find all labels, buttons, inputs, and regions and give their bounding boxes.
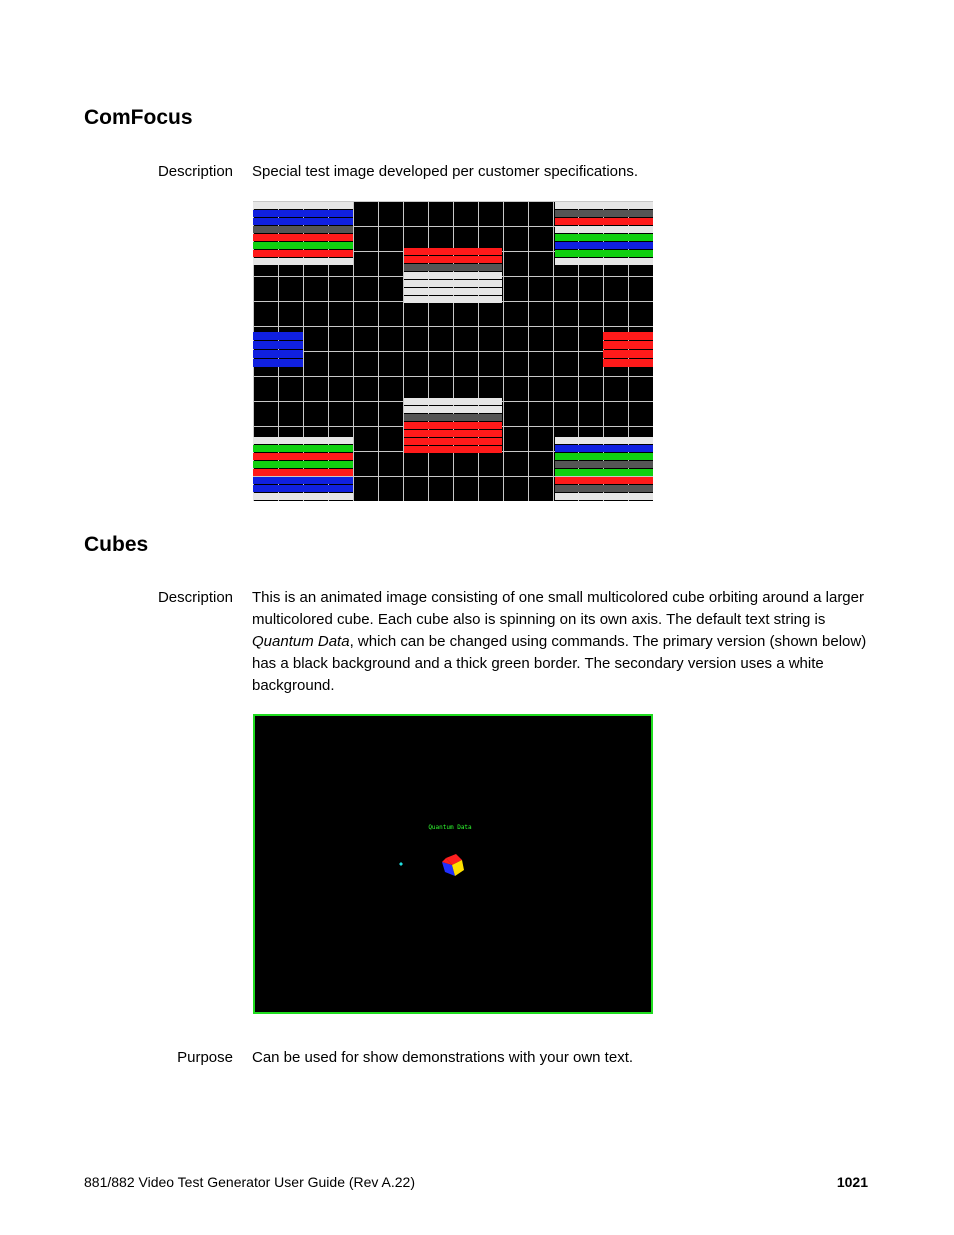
cubes-pattern — [255, 716, 651, 1012]
cubes-description-emphasis: Quantum Data — [252, 633, 350, 650]
color-block-left-blue — [253, 350, 303, 358]
color-block-top-left — [253, 250, 353, 257]
color-block-center-bottom — [404, 398, 502, 405]
color-block-bottom-right — [555, 493, 653, 500]
footer-document-title: 881/882 Video Test Generator User Guide (Rev A.22) — [84, 1174, 416, 1190]
color-block-bottom-left — [253, 461, 353, 468]
cubes-purpose-label: Purpose — [177, 1049, 233, 1066]
color-block-center-top — [404, 296, 502, 303]
cubes-figure-text: Quantum Data — [428, 824, 472, 831]
color-block-top-left — [253, 258, 353, 265]
color-block-center-top — [404, 280, 502, 287]
color-block-top-right — [555, 218, 653, 225]
color-block-top-left — [253, 234, 353, 241]
color-block-top-right — [555, 210, 653, 217]
color-block-bottom-left — [253, 469, 353, 476]
comfocus-pattern — [253, 201, 653, 501]
cubes-test-image — [253, 714, 653, 1014]
color-block-top-right — [555, 258, 653, 265]
color-block-left-blue — [253, 359, 303, 367]
large-cube — [442, 854, 464, 876]
color-block-bottom-right — [555, 477, 653, 484]
color-block-bottom-right — [555, 461, 653, 468]
color-block-top-left — [253, 202, 353, 209]
color-block-top-right — [555, 202, 653, 209]
color-block-bottom-left — [253, 477, 353, 484]
color-block-right-red — [603, 359, 653, 367]
color-block-center-bottom — [404, 414, 502, 421]
color-block-top-right — [555, 242, 653, 249]
color-block-right-red — [603, 341, 653, 349]
color-block-center-top — [404, 272, 502, 279]
cubes-description-part-2: , which can be changed using commands. The primary version (shown below) has a black background and a thick green border. The secondary version uses a white background. — [252, 633, 867, 694]
color-block-bottom-left — [253, 445, 353, 452]
cubes-description-label: Description — [157, 589, 233, 606]
color-block-center-bottom — [404, 438, 502, 445]
color-block-top-left — [253, 242, 353, 249]
color-block-left-blue — [253, 332, 303, 340]
color-block-left-blue — [253, 341, 303, 349]
cubes-description-text — [252, 587, 867, 697]
color-block-center-top — [404, 288, 502, 295]
color-block-center-bottom — [404, 406, 502, 413]
color-block-bottom-right — [555, 453, 653, 460]
color-block-center-bottom — [404, 430, 502, 437]
color-block-bottom-right — [555, 437, 653, 444]
section-title-comfocus: ComFocus — [84, 106, 193, 129]
color-block-bottom-right — [555, 485, 653, 492]
color-block-center-bottom — [404, 446, 502, 453]
comfocus-description-label: Description — [157, 163, 233, 180]
color-block-bottom-left — [253, 485, 353, 492]
color-block-center-top — [404, 264, 502, 271]
cubes-purpose-text: Can be used for show demonstrations with your own text. — [252, 1049, 634, 1066]
color-block-bottom-left — [253, 493, 353, 500]
color-block-right-red — [603, 332, 653, 340]
color-block-center-top — [404, 248, 502, 255]
small-cube — [399, 862, 403, 866]
color-block-top-left — [253, 218, 353, 225]
comfocus-description-text: Special test image developed per customer specifications. — [252, 163, 639, 180]
comfocus-test-image — [253, 201, 653, 501]
color-block-top-right — [555, 226, 653, 233]
section-title-cubes: Cubes — [84, 533, 149, 556]
color-block-top-right — [555, 250, 653, 257]
color-block-bottom-right — [555, 445, 653, 452]
color-block-bottom-right — [555, 469, 653, 476]
color-block-center-bottom — [404, 422, 502, 429]
color-block-center-top — [404, 256, 502, 263]
cubes-description-part-1: This is an animated image consisting of one small multicolored cube orbiting around a larger multicolored cube. Each cube also is spinning on its own axis. The default text string is — [252, 589, 864, 628]
color-block-bottom-left — [253, 437, 353, 444]
color-block-top-right — [555, 234, 653, 241]
color-block-top-left — [253, 226, 353, 233]
footer-page-number: 1021 — [836, 1174, 868, 1190]
color-block-bottom-left — [253, 453, 353, 460]
color-block-right-red — [603, 350, 653, 358]
color-block-top-left — [253, 210, 353, 217]
